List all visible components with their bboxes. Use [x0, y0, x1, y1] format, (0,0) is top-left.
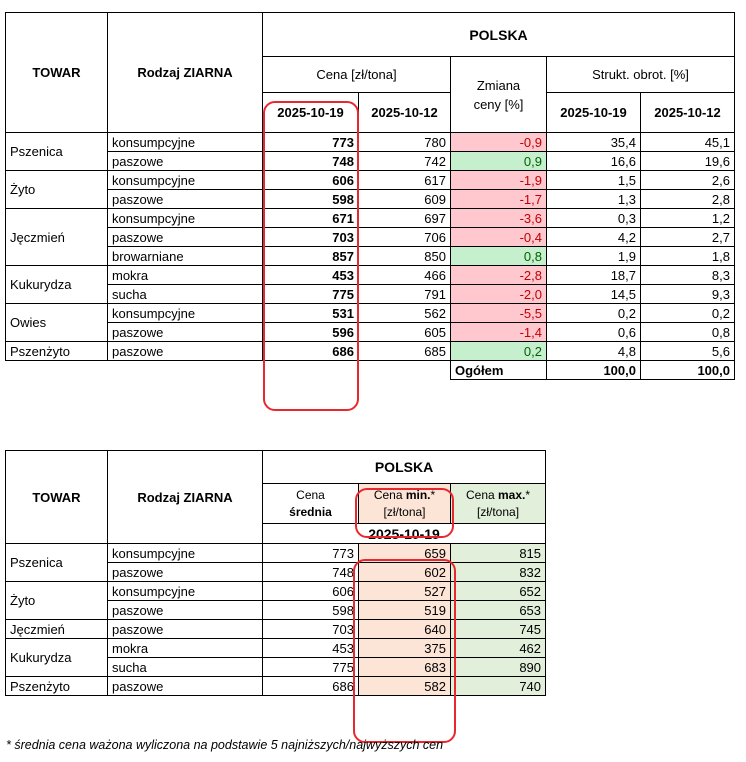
- grain-type-cell: paszowe: [108, 152, 263, 171]
- price-change-cell: 0,2: [451, 342, 547, 361]
- commodity-cell: Pszenica: [6, 544, 108, 582]
- min-price-cell: 519: [359, 601, 451, 620]
- min-price-cell: 602: [359, 563, 451, 582]
- price-change-cell: 0,8: [451, 247, 547, 266]
- struct-current-cell: 18,7: [547, 266, 641, 285]
- price-current-cell: 606: [263, 171, 359, 190]
- max-price-cell: 745: [451, 620, 546, 639]
- price-previous-cell: 706: [359, 228, 451, 247]
- price-previous-cell: 609: [359, 190, 451, 209]
- commodity-cell: Żyto: [6, 582, 108, 620]
- avg-price-cell: 773: [263, 544, 359, 563]
- table-row: [6, 620, 546, 639]
- header-max-pre: Cena: [465, 487, 499, 502]
- max-price-cell: 740: [451, 677, 546, 696]
- price-current-cell: 686: [263, 342, 359, 361]
- struct-current-cell: 0,6: [547, 323, 641, 342]
- commodity-cell: Pszenżyto: [6, 677, 108, 696]
- header-date-current: 2025-10-19: [263, 93, 359, 133]
- min-price-cell: 582: [359, 677, 451, 696]
- price-change-cell: -5,5: [451, 304, 547, 323]
- header-struct-date-previous: 2025-10-12: [641, 93, 735, 133]
- min-price-cell: 375: [359, 639, 451, 658]
- grain-type-cell: konsumpcyjne: [108, 304, 263, 323]
- price-current-cell: 598: [263, 190, 359, 209]
- grain-type-cell: konsumpcyjne: [108, 209, 263, 228]
- min-price-cell: 527: [359, 582, 451, 601]
- price-change-cell: -2,8: [451, 266, 547, 285]
- struct-previous-cell: 1,8: [641, 247, 735, 266]
- avg-price-cell: 748: [263, 563, 359, 582]
- struct-previous-cell: 1,2: [641, 209, 735, 228]
- price-change-cell: -1,4: [451, 323, 547, 342]
- price-current-cell: 531: [263, 304, 359, 323]
- price-change-cell: -2,0: [451, 285, 547, 304]
- struct-current-cell: 1,9: [547, 247, 641, 266]
- price-previous-cell: 697: [359, 209, 451, 228]
- table-row: [6, 247, 735, 266]
- struct-current-cell: 14,5: [547, 285, 641, 304]
- grain-type-cell: konsumpcyjne: [108, 171, 263, 190]
- table-row: [6, 342, 735, 361]
- header-struct-date-current: 2025-10-19: [547, 93, 641, 133]
- min-price-cell: 683: [359, 658, 451, 677]
- price-change-cell: -3,6: [451, 209, 547, 228]
- struct-previous-cell: 45,1: [641, 133, 735, 152]
- header-region: POLSKA: [263, 13, 735, 57]
- grain-type-cell: mokra: [108, 266, 263, 285]
- struct-previous-cell: 19,6: [641, 152, 735, 171]
- max-price-cell: 652: [451, 582, 546, 601]
- struct-current-cell: 4,8: [547, 342, 641, 361]
- total-previous: 100,0: [641, 361, 735, 380]
- price-previous-cell: 780: [359, 133, 451, 152]
- struct-current-cell: 1,3: [547, 190, 641, 209]
- table-row: [6, 304, 735, 323]
- header-towar: TOWAR: [6, 13, 108, 133]
- table-row: [6, 544, 546, 563]
- price-previous-cell: 466: [359, 266, 451, 285]
- grain-type-cell: paszowe: [108, 323, 263, 342]
- commodity-cell: Jęczmień: [6, 209, 108, 266]
- max-price-cell: 462: [451, 639, 546, 658]
- header-avg-line1: Cena: [296, 487, 325, 502]
- table-row: [6, 677, 546, 696]
- avg-price-cell: 606: [263, 582, 359, 601]
- table-row: [6, 209, 735, 228]
- grain-type-cell: paszowe: [108, 563, 263, 582]
- price-previous-cell: 617: [359, 171, 451, 190]
- price-change-cell: -0,9: [451, 133, 547, 152]
- max-price-cell: 815: [451, 544, 546, 563]
- table-row: [6, 639, 546, 658]
- grain-type-cell: paszowe: [108, 190, 263, 209]
- table-row: [6, 152, 735, 171]
- header-max-post: *: [525, 487, 531, 502]
- grain-type-cell: sucha: [108, 285, 263, 304]
- header-min: [359, 484, 451, 524]
- commodity-cell: Owies: [6, 304, 108, 342]
- struct-current-cell: 0,2: [547, 304, 641, 323]
- price-previous-cell: 850: [359, 247, 451, 266]
- header-avg: [263, 484, 359, 524]
- price-change-cell: -1,7: [451, 190, 547, 209]
- header-rodzaj: Rodzaj ZIARNA: [108, 13, 263, 133]
- price-previous-cell: 685: [359, 342, 451, 361]
- header-change-line1: Zmiana: [476, 77, 521, 93]
- table-row: [6, 133, 735, 152]
- header-towar-2: TOWAR: [6, 451, 108, 544]
- header-change-line2: ceny [%]: [473, 96, 524, 112]
- table-row: [6, 228, 735, 247]
- grain-type-cell: konsumpcyjne: [108, 133, 263, 152]
- avg-price-cell: 686: [263, 677, 359, 696]
- max-price-cell: 653: [451, 601, 546, 620]
- total-label: Ogółem: [451, 361, 547, 380]
- avg-price-cell: 453: [263, 639, 359, 658]
- header-min-pre: Cena: [373, 487, 406, 502]
- avg-price-cell: 703: [263, 620, 359, 639]
- table-row: [6, 266, 735, 285]
- min-price-cell: 640: [359, 620, 451, 639]
- header-region-2: POLSKA: [263, 451, 546, 484]
- avg-price-cell: 775: [263, 658, 359, 677]
- struct-current-cell: 0,3: [547, 209, 641, 228]
- header-min-bold: min.: [405, 487, 431, 502]
- struct-current-cell: 1,5: [547, 171, 641, 190]
- header-min-post: *: [430, 487, 436, 502]
- grain-type-cell: konsumpcyjne: [108, 544, 263, 563]
- commodity-cell: Pszenica: [6, 133, 108, 171]
- table-row: [6, 190, 735, 209]
- grain-type-cell: paszowe: [108, 677, 263, 696]
- table-row: [6, 285, 735, 304]
- max-price-cell: 832: [451, 563, 546, 582]
- price-previous-cell: 742: [359, 152, 451, 171]
- header-rodzaj-2: Rodzaj ZIARNA: [108, 451, 263, 544]
- price-change-cell: -0,4: [451, 228, 547, 247]
- commodity-cell: Jęczmień: [6, 620, 108, 639]
- max-price-cell: 890: [451, 658, 546, 677]
- price-range-table: [5, 450, 546, 696]
- header-struct-group: Strukt. obrot. [%]: [547, 57, 735, 93]
- header-max: [451, 484, 546, 524]
- price-table: [5, 12, 735, 380]
- avg-price-cell: 598: [263, 601, 359, 620]
- price-current-cell: 596: [263, 323, 359, 342]
- price-change-cell: -1,9: [451, 171, 547, 190]
- price-previous-cell: 791: [359, 285, 451, 304]
- price-current-cell: 671: [263, 209, 359, 228]
- grain-type-cell: paszowe: [108, 601, 263, 620]
- struct-previous-cell: 0,8: [641, 323, 735, 342]
- struct-previous-cell: 8,3: [641, 266, 735, 285]
- table-row: [6, 171, 735, 190]
- grain-type-cell: browarniane: [108, 247, 263, 266]
- header-price-group: Cena [zł/tona]: [263, 57, 451, 93]
- commodity-cell: Kukurydza: [6, 266, 108, 304]
- struct-previous-cell: 5,6: [641, 342, 735, 361]
- grain-type-cell: mokra: [108, 639, 263, 658]
- price-current-cell: 857: [263, 247, 359, 266]
- struct-previous-cell: 2,6: [641, 171, 735, 190]
- total-current: 100,0: [547, 361, 641, 380]
- price-current-cell: 748: [263, 152, 359, 171]
- price-current-cell: 775: [263, 285, 359, 304]
- struct-current-cell: 16,6: [547, 152, 641, 171]
- struct-current-cell: 4,2: [547, 228, 641, 247]
- commodity-cell: Żyto: [6, 171, 108, 209]
- table-row: [6, 323, 735, 342]
- struct-previous-cell: 2,7: [641, 228, 735, 247]
- grain-type-cell: paszowe: [108, 228, 263, 247]
- commodity-cell: Kukurydza: [6, 639, 108, 677]
- header-date-2: 2025-10-19: [263, 524, 546, 544]
- struct-previous-cell: 9,3: [641, 285, 735, 304]
- table-row: [6, 582, 546, 601]
- header-max-unit: [zł/tona]: [477, 504, 520, 519]
- header-max-bold: max.: [498, 487, 526, 502]
- struct-current-cell: 35,4: [547, 133, 641, 152]
- price-previous-cell: 562: [359, 304, 451, 323]
- header-avg-line2: średnia: [289, 504, 332, 519]
- min-price-cell: 659: [359, 544, 451, 563]
- grain-type-cell: konsumpcyjne: [108, 582, 263, 601]
- price-current-cell: 703: [263, 228, 359, 247]
- struct-previous-cell: 2,8: [641, 190, 735, 209]
- price-change-cell: 0,9: [451, 152, 547, 171]
- grain-type-cell: sucha: [108, 658, 263, 677]
- header-change: [451, 57, 547, 133]
- struct-previous-cell: 0,2: [641, 304, 735, 323]
- header-date-previous: 2025-10-12: [359, 93, 451, 133]
- price-current-cell: 773: [263, 133, 359, 152]
- footnote: * średnia cena ważona wyliczona na podstawie 5 najniższych/najwyższych cen: [6, 738, 444, 752]
- grain-type-cell: paszowe: [108, 620, 263, 639]
- grain-type-cell: paszowe: [108, 342, 263, 361]
- price-previous-cell: 605: [359, 323, 451, 342]
- commodity-cell: Pszenżyto: [6, 342, 108, 361]
- price-current-cell: 453: [263, 266, 359, 285]
- header-min-unit: [zł/tona]: [383, 504, 426, 519]
